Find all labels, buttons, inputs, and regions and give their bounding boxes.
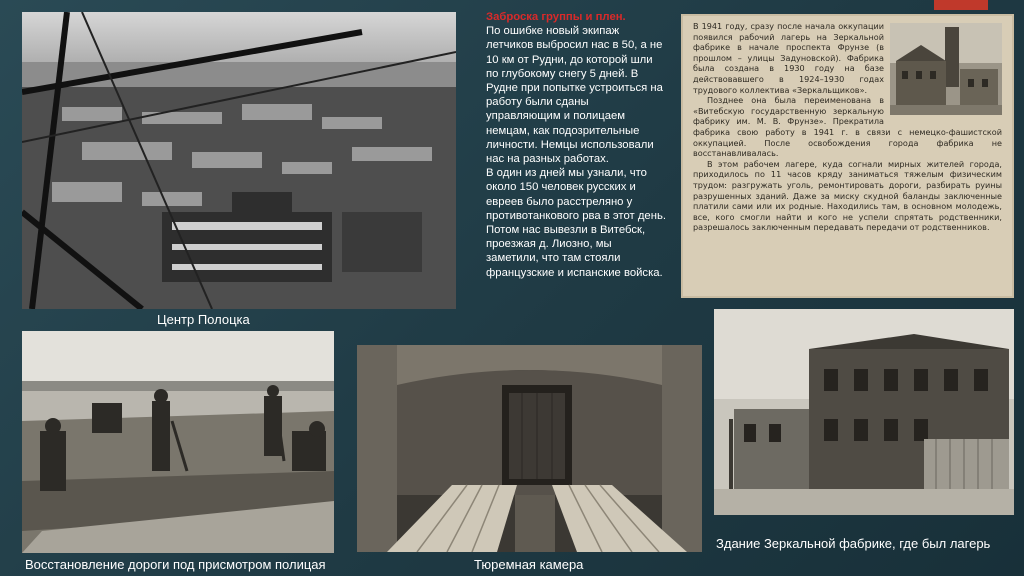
photo-road-repair (22, 331, 334, 553)
document-paragraph: В 1941 году, сразу после начала оккупации появился рабочий лагерь на Зеркальной фабрике в начале проспекта Фрунзе (в прошлом – улицы Задуновской). Фабрика была создана в 1930 году на базе действовавшего в 1924–1930 годах трудового коллектива «Зеркальщиков». (693, 21, 884, 95)
document-factory-photo (890, 23, 1002, 115)
document-scan (681, 14, 1014, 298)
story-heading: Заброска группы и плен. (486, 11, 626, 23)
photo-factory-building (714, 309, 1014, 515)
caption-factory: Здание Зеркальной фабрике, где был лагерь (716, 536, 991, 551)
story-paragraph: Потом нас вывезли в Витебск, проезжая д. Лиозно, мы заметили, что там стояли французские и испанские войска. (486, 224, 663, 279)
document-paragraph: Позднее она была переименована в «Витебскую государственную зеркальную фабрику им. М. В. Фрунзе». Прекратила фабрика свою работу в 1941 г. в связи с немецко-фашистской оккупацией. После освобождения города фабрика не восстанавливалась. (693, 95, 1002, 159)
photo-polotsk-center (22, 12, 456, 309)
caption-road: Восстановление дороги под присмотром полицая (25, 557, 326, 572)
caption-cell: Тюремная камера (474, 557, 584, 572)
caption-polotsk: Центр Полоцка (157, 312, 250, 327)
document-paragraph: В этом рабочем лагере, куда согнали мирных жителей города, приходилось по 11 часов кряду заниматься тяжелым физическим трудом: разгружать уголь, ремонтировать дороги, разбирать руины разрушенных зданий. Даже за миску скудной баланды заключенные платили сами или их родные. Находились там, в основном молодежь, все, кого смогли найти и кого не успели спрятать родственники, разрешалось заключенным передавать передачи от родственников. (693, 158, 1002, 233)
story-paragraph: По ошибке новый экипаж летчиков выбросил нас в 50, а не 10 км от Рудни, до которой шли по глубокому снегу 5 дней. В Рудне при попытке устроиться на работу были сданы управляющим и полицаем немцам, как подозрительные личности. Немцы использовали нас на разных работах. (486, 25, 663, 166)
accent-bar (934, 0, 988, 10)
photo-prison-cell (357, 345, 702, 552)
story-paragraph: В один из дней мы узнали, что около 150 человек русских и евреев было расстреляно у противотанкового рва в этот день. (486, 167, 666, 222)
story-text (486, 10, 666, 280)
